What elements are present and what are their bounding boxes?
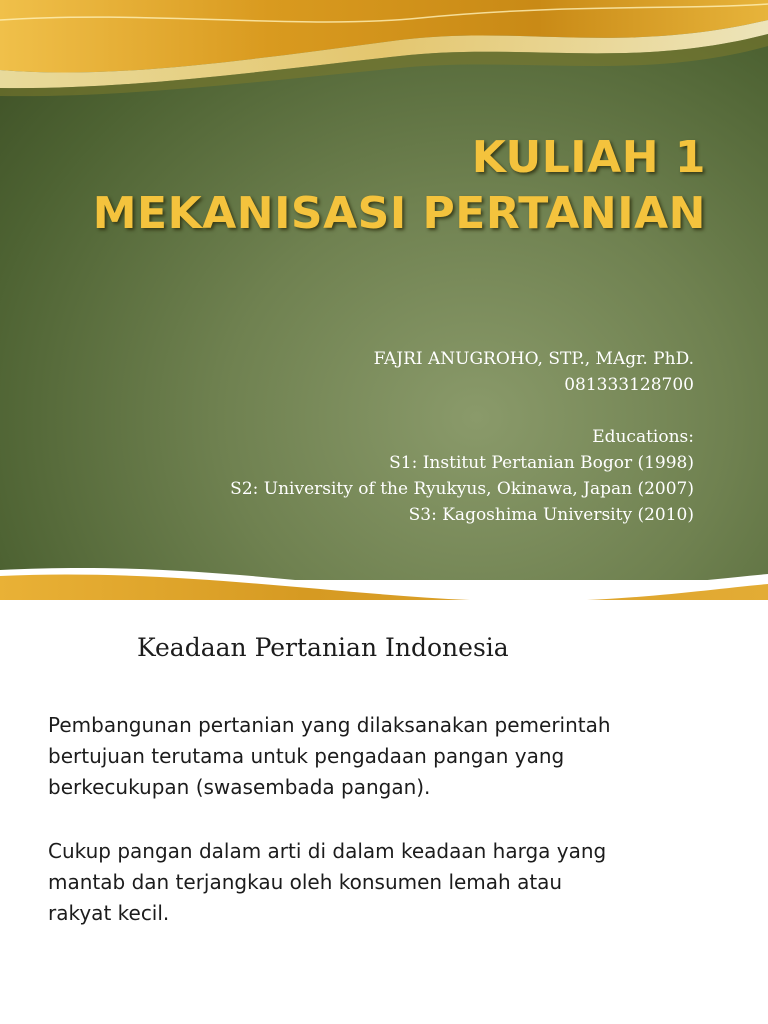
education-s1: S1: Institut Pertanian Bogor (1998) [389,453,694,473]
paragraph-line: berkecukupan (swasembada pangan). [48,775,431,799]
slide-title [60,130,706,242]
author-info [120,346,694,528]
paragraph-2 [48,836,738,929]
paragraph-line: rakyat kecil. [48,901,170,925]
paragraph-line: mantab dan terjangkau oleh konsumen lemah atau [48,870,563,894]
educations-label: Educations: [592,427,694,447]
paragraph-line: Pembangunan pertanian yang dilaksanakan pemerintah [48,713,611,737]
paragraph-line: bertujuan terutama untuk pengadaan pangan yang [48,744,565,768]
education-s3: S3: Kagoshima University (2010) [408,505,694,525]
slide-heading: Keadaan Pertanian Indonesia [137,633,509,662]
author-name: FAJRI ANUGROHO, STP., MAgr. PhD. [373,349,694,369]
paragraph-1 [48,710,738,803]
paragraph-line: Cukup pangan dalam arti di dalam keadaan harga yang [48,839,607,863]
title-line-1: KULIAH 1 [471,132,706,183]
title-line-2: MEKANISASI PERTANIAN [92,188,706,239]
spacer [120,398,694,424]
education-s2: S2: University of the Ryukyus, Okinawa, Japan (2007) [230,479,694,499]
content-slide [0,600,768,1024]
author-phone: 081333128700 [564,375,694,395]
top-wave-decoration [0,0,768,110]
